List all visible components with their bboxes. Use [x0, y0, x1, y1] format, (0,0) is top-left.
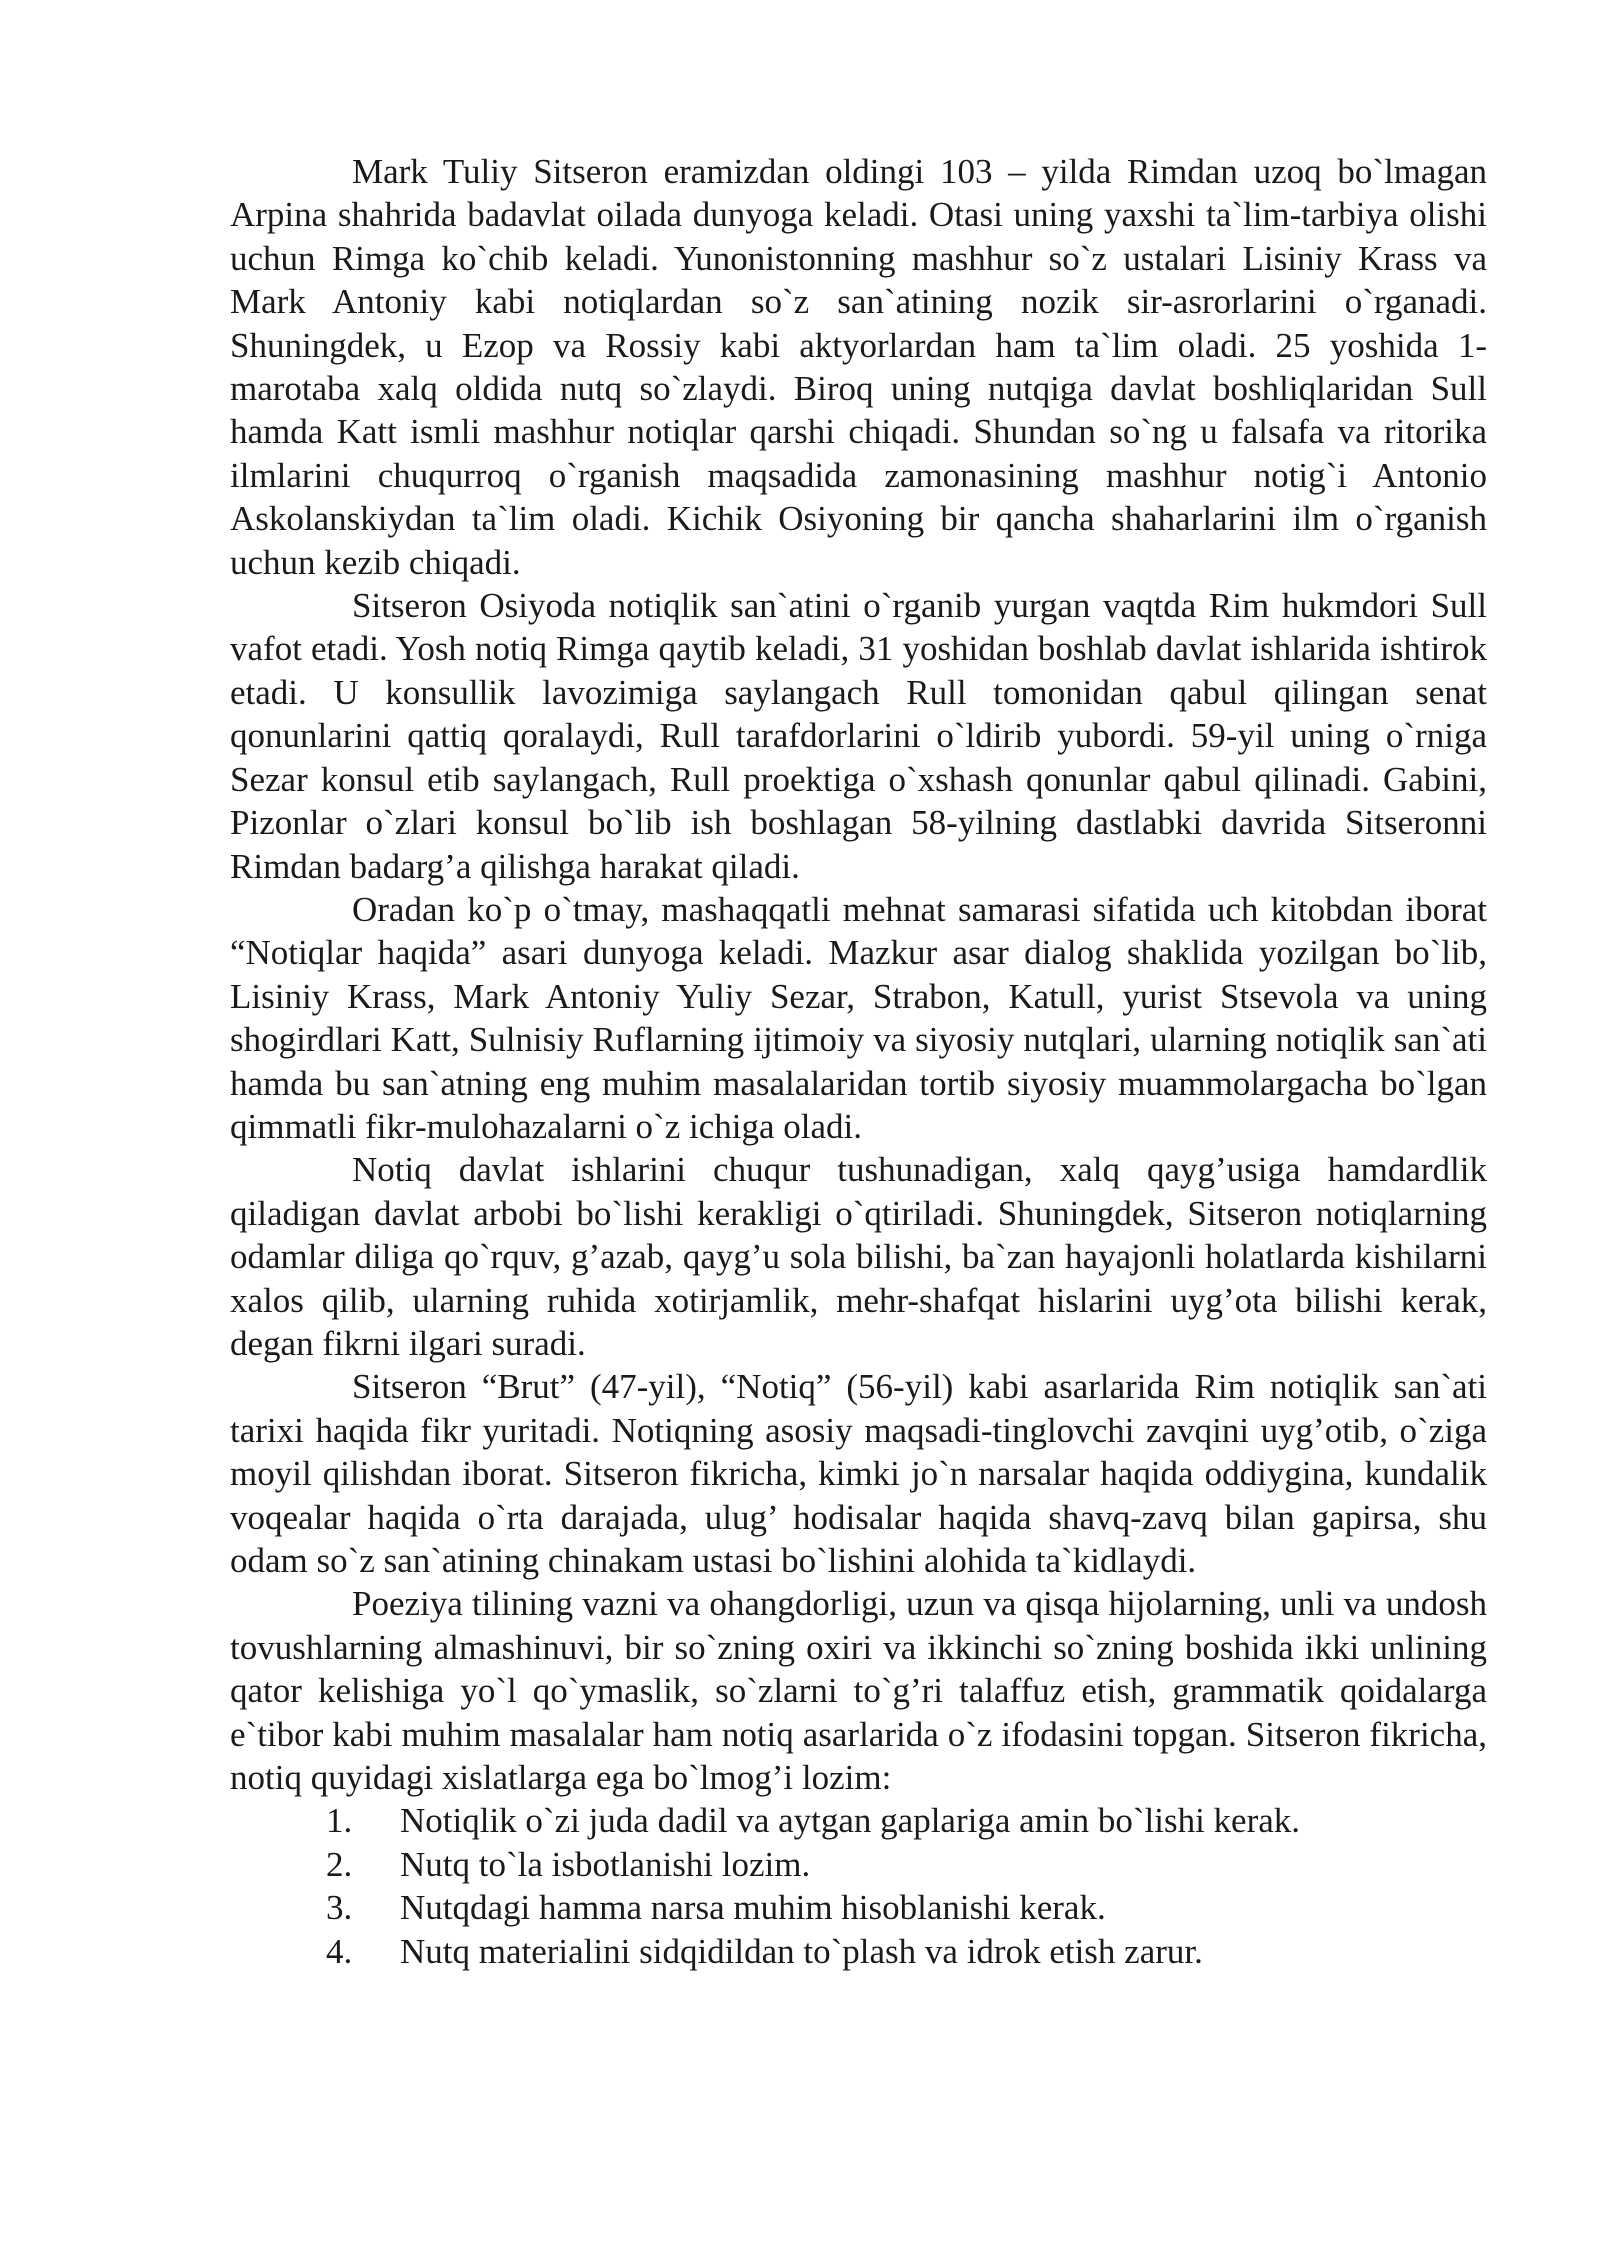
list-item-text: Notiqlik o`zi juda dadil va aytgan gaplariga amin bo`lishi kerak. [400, 1801, 1301, 1841]
paragraph-2: Sitseron Osiyoda notiqlik san`atini o`rganib yurgan vaqtda Rim hukmdori Sull vafot etadi. Yosh notiq Rimga qaytib keladi, 31 yoshidan boshlab davlat ishlarida ishtirok etadi. U konsullik lavozimiga saylangach Rull tomonidan qabul qilingan senat qonunlarini qattiq qoralaydi, Rull tarafdorlarini o`ldirib yubordi. 59-yil uning o`rniga Sezar konsul etib saylangach, Rull proektiga o`xshash qonunlar qabul qilinadi. Gabini, Pizonlar o`zlari konsul bo`lib ish boshlagan 58-yilning dastlabki davrida Sitseronni Rimdan badarg’a qilishga harakat qiladi. [230, 586, 1487, 886]
document-page [230, 150, 1487, 1973]
list-item [230, 1843, 1487, 1886]
list-item [230, 1930, 1487, 1973]
paragraph-6: Poeziya tilining vazni va ohangdorligi, uzun va qisqa hijolarning, unli va undosh tovushlarning almashinuvi, bir so`zning oxiri va ikkinchi so`zning boshida ikki unlining qator kelishiga yo`l qo`ymaslik, so`zlarni to`g’ri talaffuz etish, grammatik qoidalarga e`tibor kabi muhim masalalar ham notiq asarlarida o`z ifodasini topgan. Sitseron fikricha, notiq quyidagi xislatlarga ega bo`lmog’i lozim: [230, 1584, 1487, 1798]
paragraph-3: Oradan ko`p o`tmay, mashaqqatli mehnat samarasi sifatida uch kitobdan iborat “Notiqlar haqida” asari dunyoga keladi. Mazkur asar dialog shaklida yozilgan bo`lib, Lisiniy Krass, Mark Antoniy Yuliy Sezar, Strabon, Katull, yurist Stsevola va uning shogirdlari Katt, Sulnisiy Ruflarning ijtimoiy va siyosiy nutqlari, ularning notiqlik san`ati hamda bu san`atning eng muhim masalalaridan tortib siyosiy muammolargacha bo`lgan qimmatli fikr-mulohazalarni o`z ichiga oladi. [230, 889, 1487, 1146]
list-item-text: Nutq to`la isbotlanishi lozim. [400, 1844, 811, 1884]
list-item-number: 2. [326, 1844, 353, 1884]
list-item-number: 1. [326, 1801, 353, 1841]
list-item [230, 1799, 1487, 1842]
paragraph-4: Notiq davlat ishlarini chuqur tushunadigan, xalq qayg’usiga hamdardlik qiladigan davlat arbobi bo`lishi kerakligi o`qtiriladi. Shuningdek, Sitseron notiqlarning odamlar diliga qo`rquv, g’azab, qayg’u sola bilishi, ba`zan hayajonli holatlarda kishilarni xalos qilib, ularning ruhida xotirjamlik, mehr-shafqat hislarini uyg’ota bilishi kerak, degan fikrni ilgari suradi. [230, 1150, 1487, 1363]
list-item-number: 4. [326, 1931, 353, 1971]
list-item-text: Nutq materialini sidqidildan to`plash va idrok etish zarur. [400, 1931, 1203, 1971]
numbered-list [230, 1799, 1487, 1973]
list-item-text: Nutqdagi hamma narsa muhim hisoblanishi kerak. [400, 1888, 1106, 1928]
paragraph-1: Mark Tuliy Sitseron eramizdan oldingi 103 – yilda Rimdan uzoq bo`lmagan Arpina shahrida badavlat oilada dunyoga keladi. Otasi uning yaxshi ta`lim-tarbiya olishi uchun Rimga ko`chib keladi. Yunonistonning mashhur so`z ustalari Lisiniy Krass va Mark Antoniy kabi notiqlardan so`z san`atining nozik sir-asrorlarini o`rganadi. Shuningdek, u Ezop va Rossiy kabi aktyorlardan ham ta`lim oladi. 25 yoshida 1-marotaba xalq oldida nutq so`zlaydi. Biroq uning nutqiga davlat boshliqlaridan Sull hamda Katt ismli mashhur notiqlar qarshi chiqadi. Shundan so`ng u falsafa va ritorika ilmlarini chuqurroq o`rganish maqsadida zamonasining mashhur notig`i Antonio Askolanskiydan ta`lim oladi. Kichik Osiyoning bir qancha shaharlarini ilm o`rganish uchun kezib chiqadi. [230, 152, 1487, 582]
list-item [230, 1886, 1487, 1929]
list-item-number: 3. [326, 1888, 353, 1928]
paragraph-5: Sitseron “Brut” (47-yil), “Notiq” (56-yil) kabi asarlarida Rim notiqlik san`ati tarixi haqida fikr yuritadi. Notiqning asosiy maqsadi-tinglovchi zavqini uyg’otib, o`ziga moyil qilishdan iborat. Sitseron fikricha, kimki jo`n narsalar haqida oddiygina, kundalik voqealar haqida o`rta darajada, ulug’ hodisalar haqida shavq-zavq bilan gapirsa, shu odam so`z san`atining chinakam ustasi bo`lishini alohida ta`kidlaydi. [230, 1367, 1487, 1580]
